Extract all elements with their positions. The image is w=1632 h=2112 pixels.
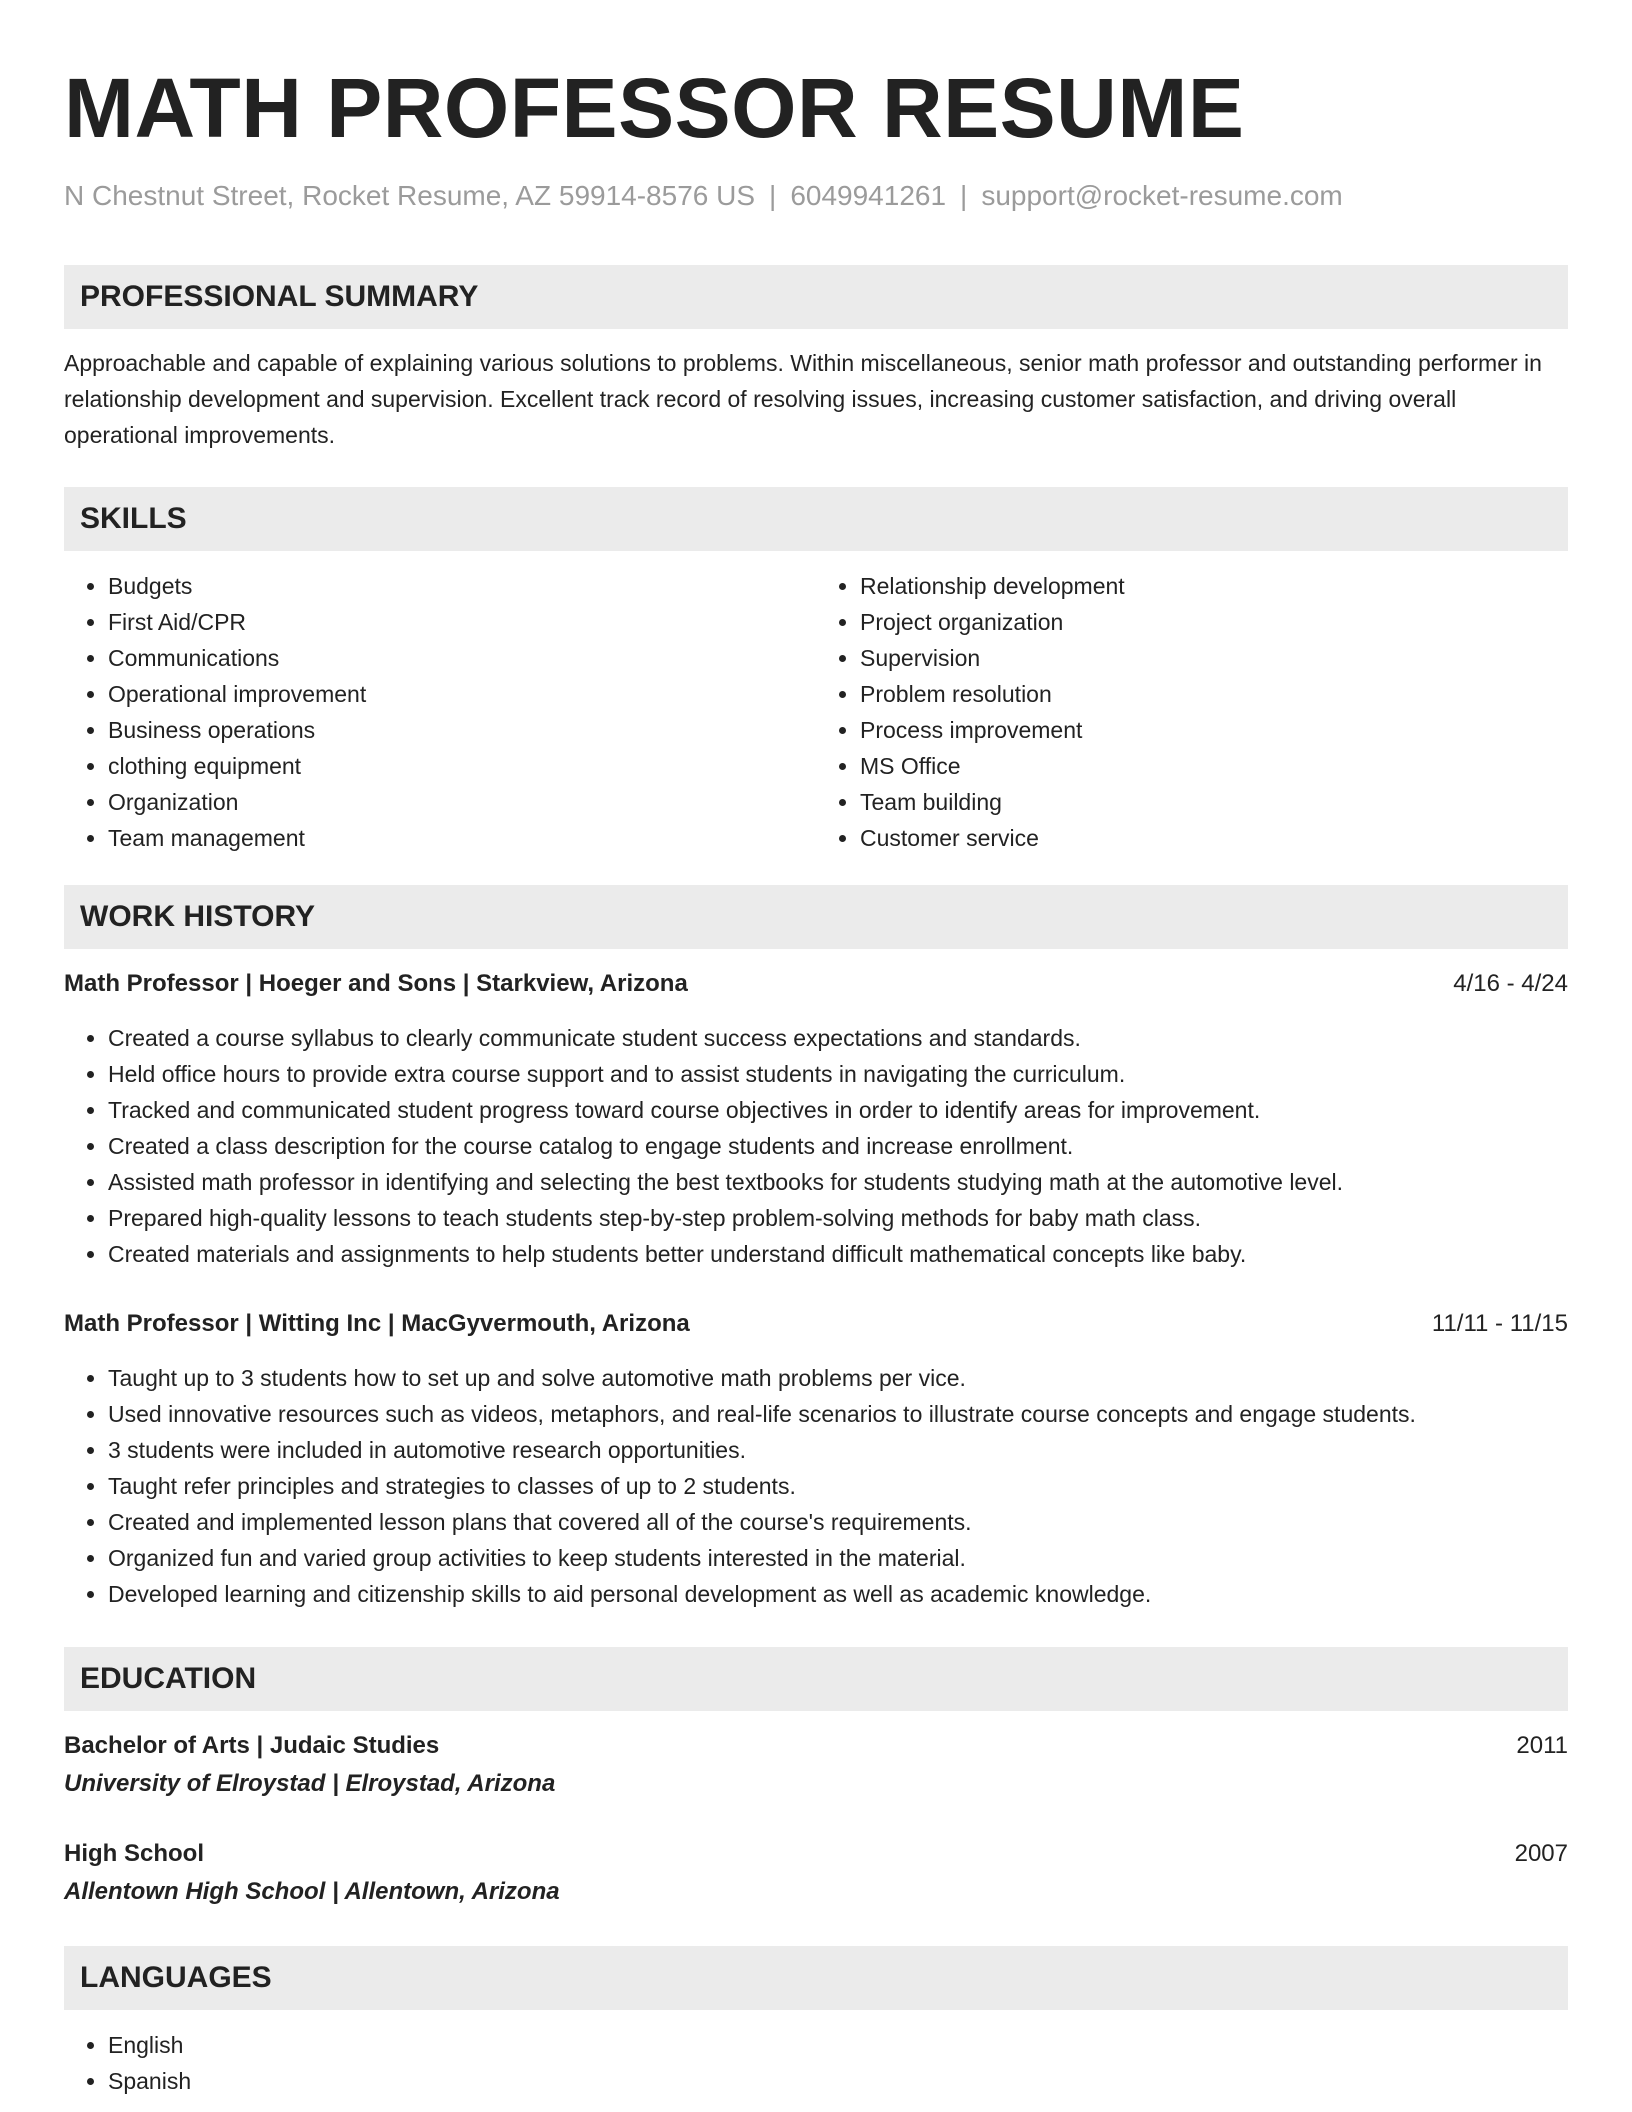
languages-heading: LANGUAGES: [64, 1946, 1568, 2010]
education-degree: Bachelor of Arts | Judaic Studies: [64, 1732, 440, 1759]
job-bullet: • Organized fun and varied group activities to keep students interested in the material.: [108, 1540, 1568, 1576]
job-bullet: • Prepared high-quality lessons to teach students step-by-step problem-solving methods for baby math class.: [108, 1200, 1568, 1236]
job-bullet: • 3 students were included in automotive research opportunities.: [108, 1432, 1568, 1468]
job-bullets: [64, 1360, 1568, 1612]
contact-email[interactable]: support@rocket-resume.com: [981, 180, 1343, 211]
job-dates: 11/11 - 11/15: [1431, 1310, 1568, 1337]
education-header: [64, 1836, 1568, 1872]
skill-item: • Organization: [108, 784, 816, 820]
skills-grid: [64, 568, 1568, 856]
work-history-heading: WORK HISTORY: [64, 885, 1568, 949]
job-bullet: • Created a course syllabus to clearly communicate student success expectations and standards.: [108, 1020, 1568, 1056]
job-bullets: [64, 1020, 1568, 1272]
education-header: [64, 1728, 1568, 1764]
job-title: Math Professor | Hoeger and Sons | Starkview, Arizona: [64, 970, 688, 997]
language-item: • English: [108, 2027, 1568, 2063]
education-school: University of Elroystad | Elroystad, Arizona: [64, 1770, 556, 1797]
skill-item: • Budgets: [108, 568, 816, 604]
summary-text: Approachable and capable of explaining various solutions to problems. Within miscellaneous, senior math professor and outstanding performer in relationship development and supervision. Excellent track record of resolving issues, increasing customer satisfaction, and driving overall operational improvements.: [64, 350, 1542, 448]
summary-heading: PROFESSIONAL SUMMARY: [64, 265, 1568, 329]
skill-item: • Operational improvement: [108, 676, 816, 712]
skills-left-column: [64, 568, 816, 856]
skill-item: • Team management: [108, 820, 816, 856]
skill-item: • Relationship development: [860, 568, 1568, 604]
language-item: • Spanish: [108, 2063, 1568, 2099]
education-heading: EDUCATION: [64, 1647, 1568, 1711]
skill-item: • First Aid/CPR: [108, 604, 816, 640]
contact-separator: |: [769, 180, 777, 211]
education-year: 2007: [1514, 1840, 1568, 1867]
job-title: Math Professor | Witting Inc | MacGyvermouth, Arizona: [64, 1310, 690, 1337]
education-degree: High School: [64, 1840, 204, 1867]
contact-phone: 6049941261: [790, 180, 947, 211]
skill-item: • Project organization: [860, 604, 1568, 640]
job-bullet: • Assisted math professor in identifying and selecting the best textbooks for students studying math at the automotive level.: [108, 1164, 1568, 1200]
skill-item: • clothing equipment: [108, 748, 816, 784]
job-header: [64, 1306, 1568, 1342]
education-year: 2011: [1516, 1732, 1568, 1759]
job-entry: [64, 966, 1568, 1272]
job-bullet: • Held office hours to provide extra course support and to assist students in navigating the curriculum.: [108, 1056, 1568, 1092]
skill-item: • Process improvement: [860, 712, 1568, 748]
job-bullet: • Created and implemented lesson plans that covered all of the course's requirements.: [108, 1504, 1568, 1540]
languages-list: [64, 2027, 1568, 2099]
skill-item: • Communications: [108, 640, 816, 676]
job-bullet: • Created a class description for the course catalog to engage students and increase enrollment.: [108, 1128, 1568, 1164]
job-header: [64, 966, 1568, 1002]
skill-item: • MS Office: [860, 748, 1568, 784]
skills-heading: SKILLS: [64, 487, 1568, 551]
contact-separator: |: [960, 180, 968, 211]
job-entry: [64, 1306, 1568, 1612]
skill-item: • Problem resolution: [860, 676, 1568, 712]
job-bullet: • Taught up to 3 students how to set up and solve automotive math problems per vice.: [108, 1360, 1568, 1396]
contact-line: [64, 178, 1568, 214]
education-entry: [64, 1728, 1568, 1802]
job-bullet: • Tracked and communicated student progress toward course objectives in order to identify areas for improvement.: [108, 1092, 1568, 1128]
job-dates: 4/16 - 4/24: [1453, 970, 1568, 997]
job-bullet: • Used innovative resources such as videos, metaphors, and real-life scenarios to illustrate course concepts and engage students.: [108, 1396, 1568, 1432]
skill-item: • Team building: [860, 784, 1568, 820]
skill-item: • Customer service: [860, 820, 1568, 856]
resume-title: MATH PROFESSOR RESUME: [64, 61, 1245, 155]
skill-item: • Business operations: [108, 712, 816, 748]
education-entry: [64, 1836, 1568, 1910]
skill-item: • Supervision: [860, 640, 1568, 676]
skills-right-column: [816, 568, 1568, 856]
education-school: Allentown High School | Allentown, Arizona: [64, 1878, 560, 1905]
contact-address: N Chestnut Street, Rocket Resume, AZ 59914-8576 US: [64, 180, 756, 211]
job-bullet: • Taught refer principles and strategies to classes of up to 2 students.: [108, 1468, 1568, 1504]
job-bullet: • Created materials and assignments to help students better understand difficult mathematical concepts like baby.: [108, 1236, 1568, 1272]
job-bullet: • Developed learning and citizenship skills to aid personal development as well as academic knowledge.: [108, 1576, 1568, 1612]
